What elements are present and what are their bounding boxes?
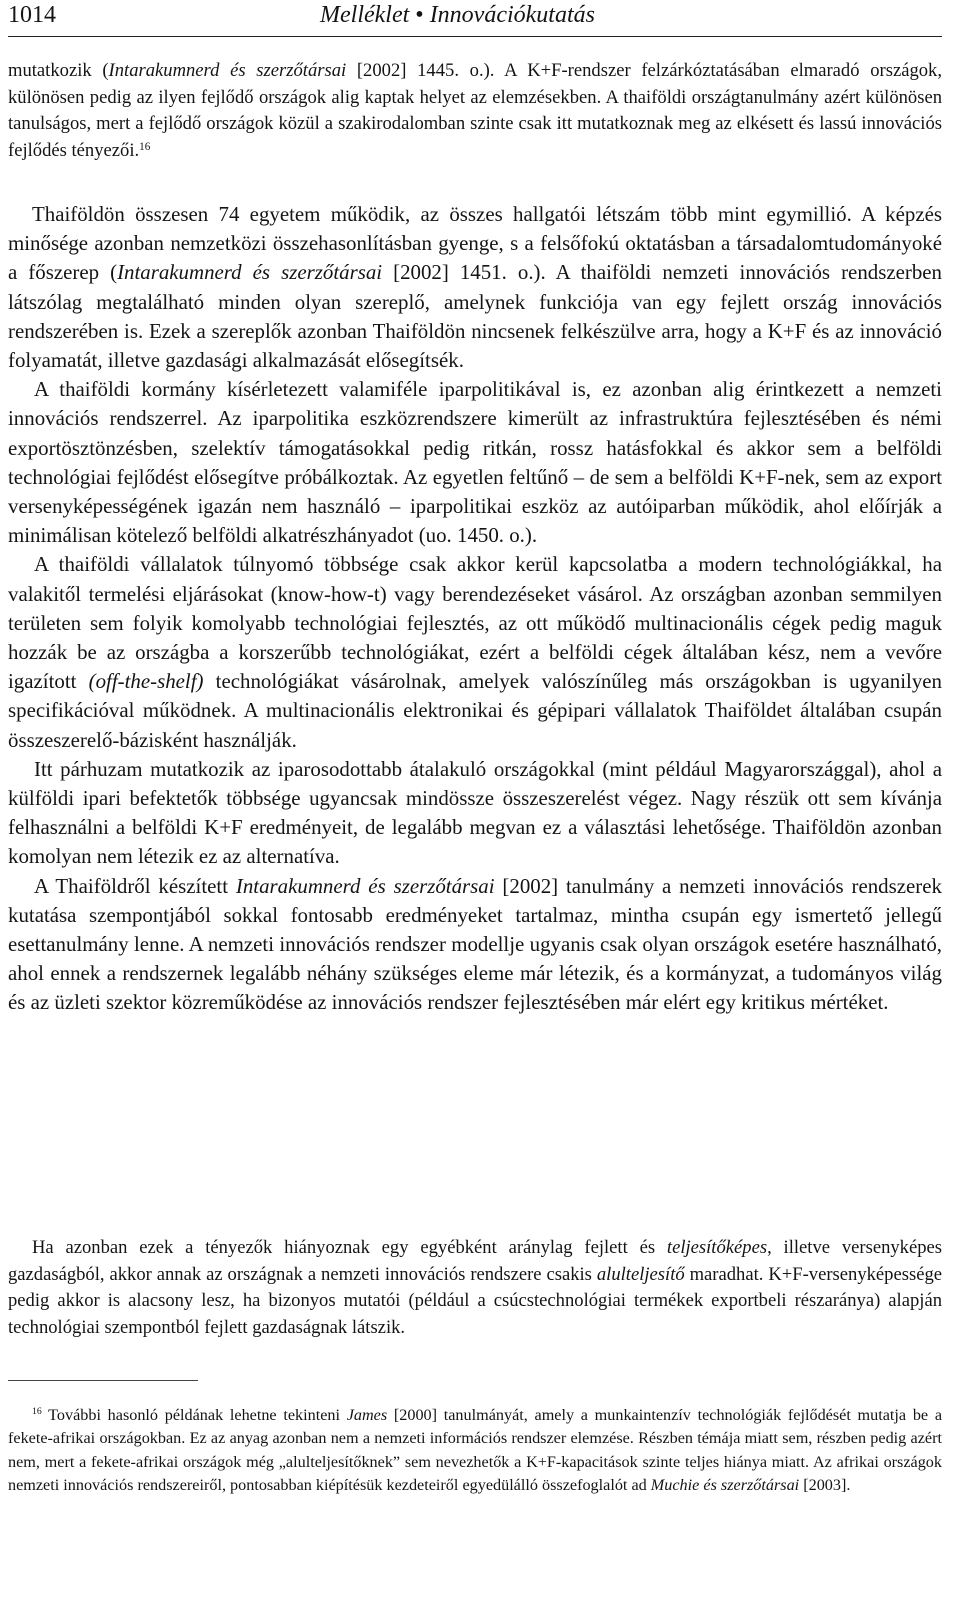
text-run: Thaiföldön összesen 74 egyetem működik, az összes hallgatói létszám több mint egymillió. A képzés minősége azonban nemzetközi összehasonlításban gyenge, s a felsőfokú oktatásban a társadalomtudományoké a főszerep ( — [8, 202, 942, 285]
note-paragraph — [8, 1235, 942, 1341]
footnote-ref: 16 — [139, 140, 151, 153]
author: James — [346, 1406, 388, 1424]
closing-note — [8, 1235, 942, 1341]
page-number: 1014 — [8, 2, 56, 28]
text-run: [2002] 1445. o.). A K+F-rendszer felzárkóztatásában elmaradó országok, különösen pedig az ilyen fejlődő országok alig kaptak helyet az elemzésekben. A thaiföldi országtanulmány azért különösen tanulságos, mert a fejlődő országok közül a szakirodalomban szinte csak itt mutatkoznak meg az elkésett és lassú innovációs fejlődés tényezői. — [8, 60, 942, 161]
header-rule — [8, 36, 942, 37]
footnote-paragraph — [8, 1404, 942, 1498]
text-run: technológiákat vásárolnak, amelyek valószínűleg más országokban is ugyanilyen specifikációval működnek. A multinacionális elektronikai és gépipari vállalatok Thaiföldet általában csupán összeszerelő-bázisként használják. — [8, 669, 942, 752]
text-run: [2002] tanulmány a nemzeti innovációs rendszerek kutatása szempontjából sokkal fontosabb eredményeket tartalmaz, mintha csupán egy ismertető jellegű esettanulmány lenne. A nemzeti innovációs rendszer modellje ugyanis csak olyan országok esetére használható, ahol ennek a rendszernek legalább néhány szükséges eleme már létezik, és a kormányzat, a tudományos világ és az üzleti szektor közreműködése az innovációs rendszer fejlesztésében már elért egy kritikus mértéket. — [8, 873, 942, 1015]
term: (off-the-shelf) — [88, 669, 204, 694]
term: teljesítőképes — [666, 1237, 768, 1258]
text-run: maradhat. K+F-versenyképessége pedig akkor is alacsony lesz, ha bizonyos mutatói (például a csúcstechnológiai termékek exportbeli részaránya) alapján technológiai szempontból fejlett gazdaságnak látszik. — [8, 1263, 942, 1338]
term: alulteljesítő — [596, 1263, 685, 1285]
footnote-number: 16 — [32, 1406, 42, 1417]
citation: Intarakumnerd és szerzőtársai — [117, 260, 383, 285]
subsection-title: Innovációkutatás — [429, 2, 595, 28]
citation: Intarakumnerd és szerzőtársai — [235, 873, 495, 898]
section-title: Melléklet — [320, 2, 410, 28]
text-run: [2000] tanulmányát, amely a munkaintenzív technológiák fejlődését mutatja be a fekete-afrikai országokban. Ez az anyag azonban nem a nemzeti információs rendszer elemzése. Részben témája miatt sem, részben pedig azért nem, mert a fekete-afrikai országok még „alulteljesítőknek” sem nevezhetők a K+F-kapacitások szinte teljes hiánya miatt. Az afrikai országok nemzeti innovációs rendszereiről, pontosabban kiépítésük kezdeteiről egyedülálló összefoglalót ad — [8, 1406, 943, 1495]
text-run: A thaiföldi vállalatok túlnyomó többsége csak akkor kerül kapcsolatba a modern technológiákkal, ha valakitől termelési eljárásokat (know-how-t) vagy berendezéseket vásárol. Az országban azonban semmilyen területen sem folyik komolyabb technológiai fejlesztés, az ott működő multinacionális cégek pedig maguk hozzák be az országba a korszerűbb technológiákat, ezért a belföldi cégek általában kész, nem a vevőre igazított — [8, 552, 942, 694]
main-body — [8, 200, 942, 1018]
text-run: [2002] 1451. o.). A thaiföldi nemzeti innovációs rendszerben látszólag megtalálható minden olyan szereplő, amelynek funkciója van egy fejlett ország innovációs rendszerében is. Ezek a szereplők azonban Thaiföldön nincsenek felkészülve arra, hogy a K+F és az innováció folyamatát, illetve gazdasági alkalmazását elősegítsék. — [8, 260, 942, 373]
text-run: A Thaiföldről készített — [34, 873, 236, 898]
text-run: mutatkozik ( — [8, 60, 109, 81]
text-run: Ha azonban ezek a tényezők hiányoznak egy egyébként aránylag fejlett és — [32, 1237, 667, 1258]
body-paragraph: A thaiföldi kormány kísérletezett valamiféle iparpolitikával is, ez azonban alig érintkezett a nemzeti innovációs rendszerrel. Az iparpolitika eszközrendszere kimerült az infrastruktúra fejlesztésében és némi exportösztönzésben, szelektív támogatásokkal pedig ritkán, rossz hatásfokkal és akkor sem a belföldi technológiai fejlődést elősegítve próbálkoztak. Az egyetlen feltűnő – de sem a belföldi K+F-nek, sem az export versenyképességének igazán nem használó – iparpolitikai eszköz az autóiparban működik, ahol előírják a minimálisan kötelező belföldi alkatrészhányadot (uo. 1450. o.). — [8, 377, 942, 548]
bullet-separator: • — [415, 2, 424, 28]
text-run: További hasonló példának lehetne tekinteni — [41, 1406, 347, 1424]
running-title — [320, 0, 595, 30]
running-header — [8, 0, 948, 30]
intro-block — [8, 58, 942, 164]
body-paragraph: Itt párhuzam mutatkozik az iparosodottabb átalakuló országokkal (mint például Magyarországgal), ahol a külföldi ipari befektetők többsége ugyancsak mindössze összeszerelést végez. Nagy részük ott sem kívánja felhasználni a belföldi K+F eredményeit, de legalább megvan ez a választási lehetősége. Thaiföldön azonban komolyan nem létezik ez az alternatíva. — [8, 756, 942, 869]
author: Muchie és szerzőtársai — [650, 1476, 800, 1495]
body-paragraph — [8, 550, 942, 754]
intro-paragraph — [8, 58, 942, 164]
text-run: [2003]. — [799, 1476, 851, 1495]
footnote-rule — [8, 1380, 198, 1381]
citation: Intarakumnerd és szerzőtársai — [108, 60, 347, 81]
footnote — [8, 1404, 942, 1498]
text-run: , illetve versenyképes gazdaságból, akkor annak az országnak a nemzeti innovációs rendszere csakis — [8, 1237, 942, 1285]
body-paragraph — [8, 872, 942, 1018]
body-paragraph — [8, 200, 942, 375]
